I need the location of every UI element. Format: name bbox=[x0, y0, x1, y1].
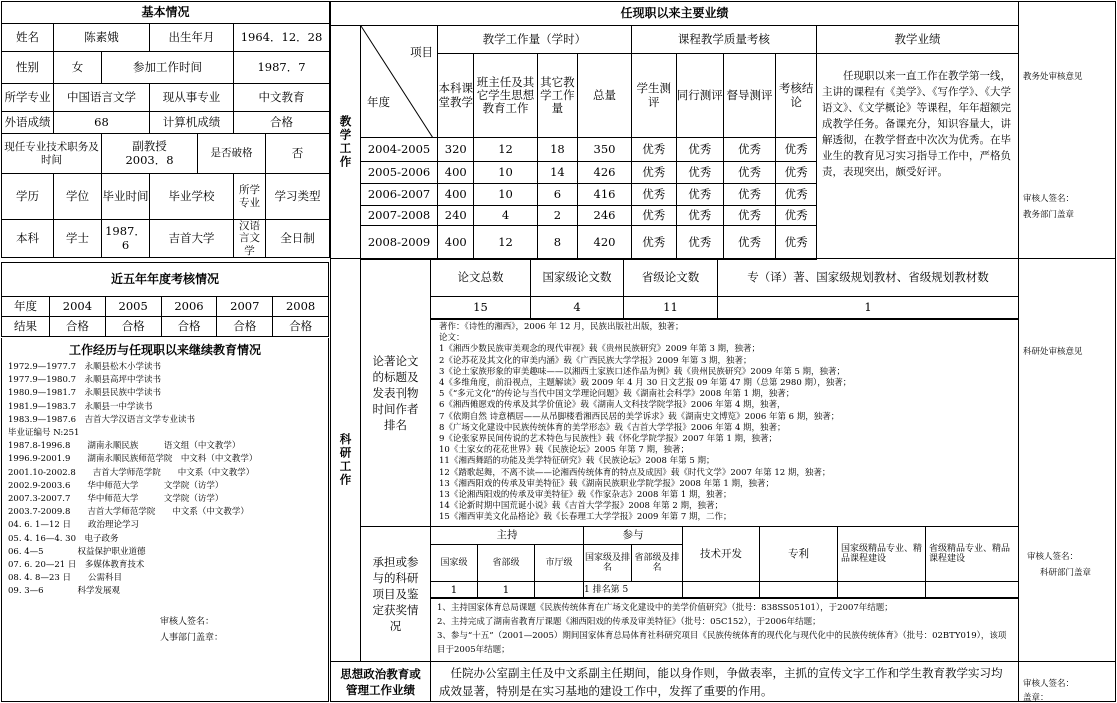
sex-label: 性别 bbox=[2, 52, 54, 84]
table-cell: 426 bbox=[578, 162, 632, 184]
table-cell: 优秀 bbox=[723, 184, 775, 206]
quality-title: 课程教学质量考核 bbox=[631, 26, 816, 54]
table-cell: 优秀 bbox=[723, 226, 775, 260]
table-cell: 优秀 bbox=[631, 184, 676, 206]
assessment-year: 2007 bbox=[217, 297, 273, 317]
table-cell: 2005-2006 bbox=[361, 162, 438, 184]
experience-title: 工作经历与任现职以来继续教育情况 bbox=[68, 343, 261, 357]
list-item: 2007.3-2007.7 华中师范大学 文学院（访学） bbox=[8, 494, 224, 505]
table-cell: 优秀 bbox=[723, 162, 775, 184]
tech-dev-header: 技术开发 bbox=[683, 527, 760, 582]
assessment-result: 合格 bbox=[273, 317, 329, 337]
list-item: 1983.9—1987.6 吉首大学汉语言文学专业读书 bbox=[8, 414, 195, 425]
list-item: 09. 3—6 科学发展观 bbox=[8, 586, 121, 597]
birth-label: 出生年月 bbox=[150, 24, 234, 52]
teaching-side-label: 教学工作 bbox=[330, 25, 361, 259]
list-item: 8《广场文化建设中民族传统体育的美学形态》载《吉首大学学报》2006 年第 4 期，独著； bbox=[439, 422, 786, 433]
list-item: 15《湘西审美文化品格论》载《长春理工大学学报》2009 年第 7 期，二作； bbox=[439, 512, 732, 523]
table-row bbox=[361, 184, 817, 206]
table-cell: 10 bbox=[474, 162, 537, 184]
name-value: 陈素娥 bbox=[54, 24, 150, 52]
project-value: 1 bbox=[431, 582, 478, 599]
teaching-table bbox=[360, 25, 817, 260]
edu-value-2: 1987．6 bbox=[102, 220, 150, 258]
count-header: 专（译）著、国家级规划教材、省级规划教材数 bbox=[718, 259, 1019, 297]
edu-value-3: 吉首大学 bbox=[150, 220, 234, 258]
research-review-title: 科研处审核意见 bbox=[1023, 347, 1083, 357]
paper-count-table bbox=[430, 258, 1019, 320]
table-cell: 优秀 bbox=[776, 138, 817, 162]
table-row bbox=[361, 206, 817, 226]
list-item: 13《湘西阳戏的传承及审美特征》载《湖南民族职业学院学报》2008 年第 1 期，独著； bbox=[439, 478, 774, 489]
count-value: 4 bbox=[531, 297, 624, 320]
edu-header-2: 毕业时间 bbox=[102, 174, 150, 220]
list-item: 4《多维角度，前沿视点，主题解读》载 2009 年 4 月 30 日文艺报 09 年第 47 期（总第 2980 期），独著； bbox=[439, 378, 852, 389]
diagonal-line bbox=[361, 26, 433, 138]
table-cell: 240 bbox=[438, 206, 474, 226]
list-item: 7《依期自然 诗意栖居——从吊脚楼看湘西民居的美学诉求》载《湖南史文博览》2006 年第 6 期，独著； bbox=[439, 411, 840, 422]
cur-major-label: 现从事专业 bbox=[150, 84, 234, 112]
section-divider bbox=[1018, 258, 1116, 259]
workload-col-header: 其它教学工作量 bbox=[537, 54, 578, 138]
academic-review-title: 教务处审核意见 bbox=[1023, 72, 1083, 82]
table-cell: 优秀 bbox=[676, 184, 723, 206]
list-item: 2003.7-2009.8 吉首大学师范学院 中文系（中文教学） bbox=[8, 507, 249, 518]
workload-col-header: 本科课堂教学 bbox=[438, 54, 474, 138]
list-item: 1《湘西少数民族审美观念的现代审视》载《贵州民族研究》2009 年第 3 期，独著； bbox=[439, 344, 761, 355]
assessment-title: 近五年年度考核情况 bbox=[2, 263, 329, 297]
host-col-header: 省部级 bbox=[478, 545, 535, 582]
part-col-header: 省部级及排名 bbox=[632, 545, 683, 582]
table-cell: 优秀 bbox=[631, 206, 676, 226]
list-item: 11《湘西舞蹈的功能及美学特征研究》载《民族论坛》2008 年第 5 期； bbox=[439, 456, 715, 467]
tech-title-value: 副教授 2003．8 bbox=[102, 134, 198, 174]
projects-table bbox=[430, 526, 1019, 599]
table-cell: 优秀 bbox=[776, 206, 817, 226]
list-item: 1996.9-2001.9 湖南永顺民族师范学院 中文科（中文教学） bbox=[8, 454, 258, 465]
table-cell: 优秀 bbox=[723, 206, 775, 226]
major-value: 中国语言文学 bbox=[54, 84, 150, 112]
table-cell: 320 bbox=[438, 138, 474, 162]
corner-item-label: 项目 bbox=[410, 45, 434, 59]
table-cell: 246 bbox=[578, 206, 632, 226]
list-item: 12《踏歌起舞，不离不读——论湘西传统体育的特点及成因》载《时代文学》2007 年第 12 期，独著； bbox=[439, 467, 831, 478]
list-item: 07. 6. 20—21 日 多媒体教育技术 bbox=[8, 560, 145, 571]
table-cell: 2004-2005 bbox=[361, 138, 438, 162]
table-cell: 12 bbox=[474, 138, 537, 162]
work-start-value: 1987．7 bbox=[234, 52, 330, 84]
table-cell: 400 bbox=[438, 162, 474, 184]
basic-info-table bbox=[1, 1, 330, 258]
count-header: 国家级论文数 bbox=[531, 259, 624, 297]
list-item: 著作：《诗性的湘西》，2006 年 12 月，民族出版社出版，独著； bbox=[439, 322, 684, 332]
count-value: 1 bbox=[718, 297, 1019, 320]
list-item: 2《论苏花及其文化的审美内涵》载《广西民族大学学报》2009 年第 3 期，独著； bbox=[439, 355, 752, 366]
projects-label: 承担或参与的科研项目及鉴定获奖情况 bbox=[360, 526, 431, 662]
research-side-label: 科研工作 bbox=[330, 258, 361, 662]
political-label: 思想政治教育或管理工作业绩 bbox=[330, 661, 431, 702]
teaching-performance bbox=[816, 25, 1019, 259]
assessment-year: 2008 bbox=[273, 297, 329, 317]
host-col-header: 国家级 bbox=[431, 545, 478, 582]
project-value bbox=[683, 582, 760, 599]
edu-header-0: 学历 bbox=[2, 174, 54, 220]
edu-header-4: 所学专业 bbox=[234, 174, 266, 220]
table-cell: 350 bbox=[578, 138, 632, 162]
edu-value-5: 全日制 bbox=[266, 220, 330, 258]
assessment-table bbox=[1, 262, 329, 337]
participate-title: 参与 bbox=[584, 527, 683, 545]
table-cell: 400 bbox=[438, 226, 474, 260]
table-row bbox=[361, 138, 817, 162]
quality-col-header: 学生测评 bbox=[631, 54, 676, 138]
assessment-year: 2004 bbox=[50, 297, 106, 317]
edu-header-3: 毕业学校 bbox=[150, 174, 234, 220]
section-divider bbox=[1018, 661, 1116, 662]
assessment-year: 2006 bbox=[161, 297, 217, 317]
quality-col-header: 督导测评 bbox=[723, 54, 775, 138]
project-value bbox=[760, 582, 838, 599]
list-item: 1、主持国家体育总局课题《民族传统体育在广场文化建设中的美学价值研究》（批号：838SS05101），于2007年结题； bbox=[437, 603, 893, 613]
birth-value: 1964．12．28 bbox=[234, 24, 330, 52]
basic-info-title: 基本情况 bbox=[2, 2, 330, 24]
papers-list bbox=[430, 318, 1019, 527]
list-item: 6《湘西傩愿戏的传承及其学价值论》载《湖南人文科技学院学报》2006 年第 4 期，独著， bbox=[439, 400, 786, 411]
name-label: 姓名 bbox=[2, 24, 54, 52]
computer-value: 合格 bbox=[234, 112, 330, 134]
computer-label: 计算机成绩 bbox=[150, 112, 234, 134]
lang-value: 68 bbox=[54, 112, 150, 134]
sex-value: 女 bbox=[54, 52, 102, 84]
work-start-label: 参加工作时间 bbox=[102, 52, 234, 84]
political-review-signature: 审核人签名： bbox=[1023, 679, 1075, 689]
list-item: 2、主持完成了湖南省教育厅课题《湘西阳戏的传承及审美特征》（批号：05C152），于2006年结题； bbox=[437, 617, 821, 627]
table-cell: 优秀 bbox=[631, 138, 676, 162]
workload-col-header: 班主任及其它学生思想教育工作 bbox=[474, 54, 537, 138]
exempt-label: 是否破格 bbox=[198, 134, 266, 174]
count-value: 15 bbox=[431, 297, 531, 320]
edu-header-5: 学习类型 bbox=[266, 174, 330, 220]
national-course-header: 国家级精品专业、精品课程建设 bbox=[838, 527, 926, 582]
list-item: 05. 4. 16—4. 30 电子政务 bbox=[8, 533, 119, 544]
academic-review-signature: 审核人签名： bbox=[1023, 194, 1075, 204]
table-cell: 优秀 bbox=[776, 162, 817, 184]
count-header: 论文总数 bbox=[431, 259, 531, 297]
table-cell: 420 bbox=[578, 226, 632, 260]
table-cell: 18 bbox=[537, 138, 578, 162]
assessment-result: 合格 bbox=[105, 317, 161, 337]
research-review-stamp: 科研部门盖章 bbox=[1040, 568, 1092, 578]
research-review-signature: 审核人签名： bbox=[1027, 552, 1079, 562]
list-item: 1977.9—1980.7 永顺县高坪中学读书 bbox=[8, 375, 161, 386]
list-item: 06. 4—5 权益保护职业道德 bbox=[8, 546, 146, 557]
list-item: 1980.9—1981.7 永顺县民族中学读书 bbox=[8, 388, 161, 399]
table-cell: 2006-2007 bbox=[361, 184, 438, 206]
project-value bbox=[926, 582, 1019, 599]
list-item: 1972.9—1977.7 永顺县松木小学读书 bbox=[8, 362, 161, 372]
edu-value-0: 本科 bbox=[2, 220, 54, 258]
list-item: 3《论土家族形象的审美趣味——以湘西土家族口述作品为例》载《贵州民族研究》2009 年第 5 期，独著； bbox=[439, 366, 846, 377]
list-item: 04. 6. 1—12 日 政治理论学习 bbox=[8, 520, 139, 531]
table-cell: 10 bbox=[474, 184, 537, 206]
table-cell: 14 bbox=[537, 162, 578, 184]
list-item: 08. 4. 8—23 日 公需科目 bbox=[8, 573, 122, 584]
patent-header: 专利 bbox=[760, 527, 838, 582]
lang-label: 外语成绩 bbox=[2, 112, 54, 134]
papers-label: 论著论文的标题及发表刊物时间作者排名 bbox=[360, 258, 431, 527]
achievements-title: 任现职以来主要业绩 bbox=[330, 1, 1019, 26]
project-value bbox=[838, 582, 926, 599]
table-cell: 12 bbox=[474, 226, 537, 260]
major-label: 所学专业 bbox=[2, 84, 54, 112]
host-title: 主持 bbox=[431, 527, 584, 545]
list-item: 论文： bbox=[439, 333, 465, 344]
cur-major-value: 中文教育 bbox=[234, 84, 330, 112]
list-item: 1987.8-1996.8 湖南永顺民族 语文组（中文教学） bbox=[8, 441, 241, 452]
table-cell: 优秀 bbox=[723, 138, 775, 162]
table-cell: 优秀 bbox=[676, 206, 723, 226]
table-cell: 2008-2009 bbox=[361, 226, 438, 260]
list-item: 2001.10-2002.8 吉首大学师范学院 中文系（中文教学） bbox=[8, 467, 255, 478]
experience-reviewer: 审核人签名： bbox=[160, 617, 215, 627]
part-col-header: 国家级及排名 bbox=[584, 545, 632, 582]
table-cell: 优秀 bbox=[776, 184, 817, 206]
header-corner bbox=[361, 26, 438, 138]
assessment-result: 合格 bbox=[217, 317, 273, 337]
table-row bbox=[361, 226, 817, 260]
list-item: 3、参与“十五”（2001—2005）期间国家体育总局体育社科研究项目《民族传统体育的现代化与现代化中的民族传统体育》（批号：02BTY019），该项目于2005年结题； bbox=[437, 631, 1007, 655]
list-item: 10《土家女的花花世界》载《民族论坛》2005 年第 7 期，独著； bbox=[439, 445, 689, 456]
project-value: 1 bbox=[478, 582, 535, 599]
experience-dept-stamp: 人事部门盖章： bbox=[160, 633, 224, 643]
table-row bbox=[361, 162, 817, 184]
assessment-result-label: 结果 bbox=[2, 317, 50, 337]
workload-col-header: 总量 bbox=[578, 54, 632, 138]
table-cell: 优秀 bbox=[631, 162, 676, 184]
list-item: 毕业证编号 N:251 bbox=[8, 428, 80, 439]
count-value: 11 bbox=[624, 297, 718, 320]
list-item: 1981.9—1983.7 永顺县一中学读书 bbox=[8, 401, 153, 412]
list-item: 5《“多元文化”的传论与当代中国文学理论问题》载《湖南社会科学》2008 年第 1 期，独著； bbox=[439, 389, 795, 400]
table-cell: 优秀 bbox=[776, 226, 817, 260]
edu-header-1: 学位 bbox=[54, 174, 102, 220]
list-item: 13《论湘西阳戏的传承及审美特征》载《作家杂志》2008 年第 1 期，独著； bbox=[439, 490, 732, 501]
quality-col-header: 考核结论 bbox=[776, 54, 817, 138]
tech-title-label: 现任专业技术职务及时间 bbox=[2, 134, 102, 174]
project-value: 1 排名第 5 bbox=[584, 582, 683, 599]
assessment-year: 2005 bbox=[105, 297, 161, 317]
count-header: 省级论文数 bbox=[624, 259, 718, 297]
table-cell: 400 bbox=[438, 184, 474, 206]
assessment-year-label: 年度 bbox=[2, 297, 50, 317]
teaching-performance-text: 任现职以来一直工作在教学第一线，主讲的课程有《美学》、《写作学》、《大学语文》、《文学概论》等课程，年年超额完成教学任务。备课充分，知识容量大，讲解透彻，在教学督查中次次为优秀。在毕业生的教育见习实习指导工作中，严格负责，表现突出，颇受好评。 bbox=[822, 70, 1011, 178]
table-cell: 2007-2008 bbox=[361, 206, 438, 226]
list-item: 9《论张家界民间传说的艺术特色与民族性》载《怀化学院学报》2007 年第 1 期，独著； bbox=[439, 434, 778, 445]
political-text: 任院办公室副主任及中文系副主任期间，能以身作则，争做表率，主抓的宣传文字工作和学生教育教学实习均成效显著，特别是在实习基地的建设工作中，发挥了重要的作用。 bbox=[430, 661, 1019, 702]
workload-title: 教学工作量（学时） bbox=[438, 26, 632, 54]
host-col-header: 市厅级 bbox=[535, 545, 584, 582]
table-cell: 优秀 bbox=[631, 226, 676, 260]
table-cell: 优秀 bbox=[676, 162, 723, 184]
table-cell: 优秀 bbox=[676, 138, 723, 162]
table-cell: 6 bbox=[537, 184, 578, 206]
project-value bbox=[535, 582, 584, 599]
edu-value-1: 学士 bbox=[54, 220, 102, 258]
edu-value-4: 汉语言文学 bbox=[234, 220, 266, 258]
political-review-stamp: 盖章： bbox=[1023, 693, 1049, 703]
experience-list bbox=[2, 361, 328, 599]
projects-text bbox=[430, 597, 1019, 662]
list-item: 14《论新时期中国荒诞小说》载《吉首大学学报》2008 年第 2 期，独著； bbox=[439, 501, 723, 512]
list-item: 2002.9-2003.6 华中师范大学 文学院（访学） bbox=[8, 480, 224, 491]
table-cell: 2 bbox=[537, 206, 578, 226]
table-cell: 优秀 bbox=[676, 226, 723, 260]
academic-review-stamp: 教务部门盖章 bbox=[1023, 210, 1075, 220]
corner-year-label: 年度 bbox=[367, 94, 390, 109]
quality-col-header: 同行测评 bbox=[676, 54, 723, 138]
table-cell: 4 bbox=[474, 206, 537, 226]
assessment-result: 合格 bbox=[161, 317, 217, 337]
table-cell: 416 bbox=[578, 184, 632, 206]
exempt-value: 否 bbox=[266, 134, 330, 174]
provincial-course-header: 省级精品专业、精品课程建设 bbox=[926, 527, 1019, 582]
table-cell: 8 bbox=[537, 226, 578, 260]
assessment-result: 合格 bbox=[50, 317, 106, 337]
experience-section bbox=[1, 338, 329, 702]
teaching-performance-title: 教学业绩 bbox=[817, 26, 1018, 54]
